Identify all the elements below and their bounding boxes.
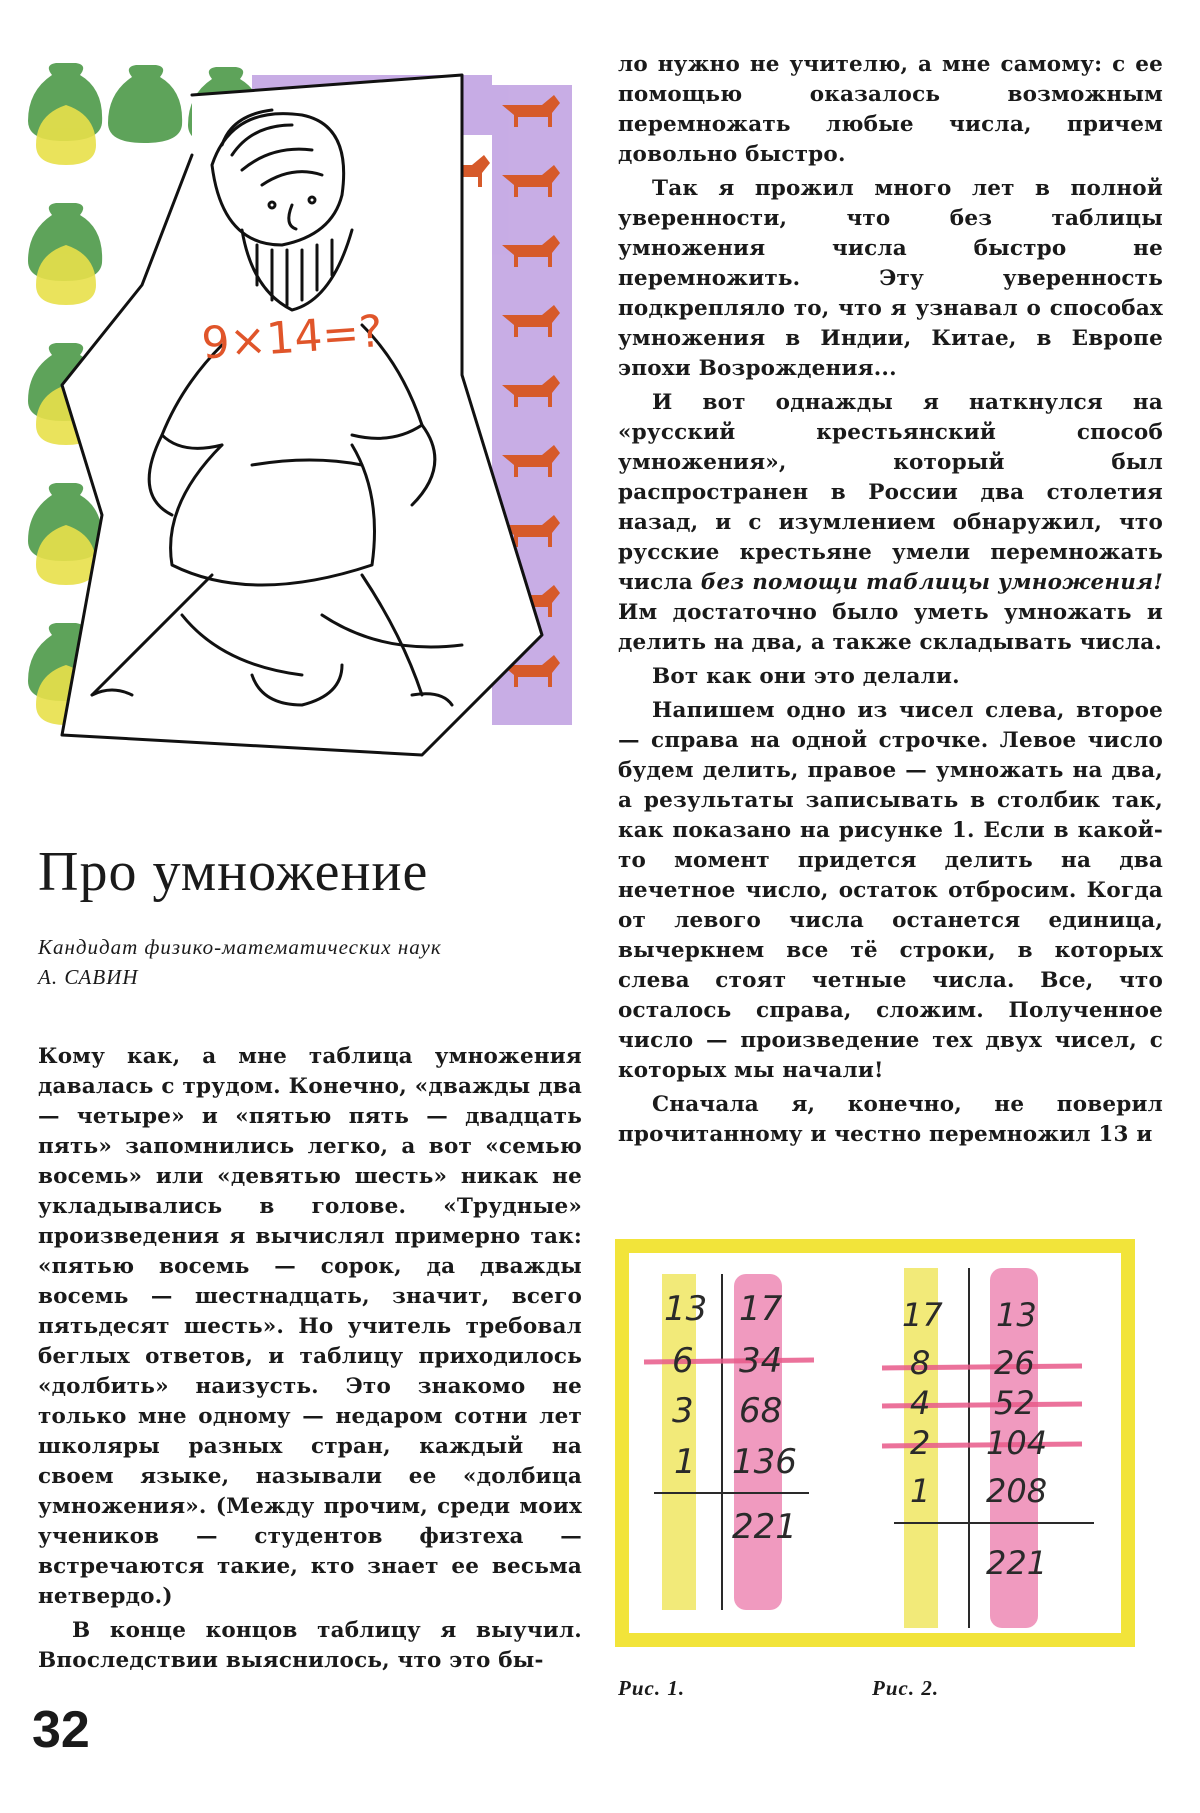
fig1-right-value: 136	[732, 1442, 797, 1482]
figure-1-caption: Рис. 1.	[618, 1676, 686, 1700]
fig1-right-value: 68	[739, 1391, 783, 1431]
fig1-left-value: 13	[664, 1289, 708, 1329]
fig2-left-value: 4	[910, 1384, 931, 1422]
paragraph-text: И вот однажды я наткнулся на «русский крестьянский способ умножения», который был распространен в России два столетия назад, и с изумлением обнаружил, что русские крестьяне умели перемножать числа	[618, 390, 1163, 595]
fig1-left-value: 3	[672, 1391, 694, 1431]
emphasis-text: без помощи таблицы умножения!	[700, 570, 1163, 595]
page-number: 32	[32, 1701, 90, 1759]
fig2-left-value: 2	[910, 1424, 931, 1462]
fig2-left-value: 17	[902, 1296, 943, 1334]
fig1-left-value: 1	[674, 1442, 696, 1482]
multiplication-figures	[614, 1238, 1136, 1648]
paragraph	[618, 388, 1163, 658]
fig2-sum: 221	[986, 1544, 1048, 1582]
left-column-text	[38, 1042, 582, 1676]
paragraph: Вот как они это делали.	[652, 664, 960, 689]
fig2-right-value: 104	[986, 1424, 1048, 1462]
paragraph: Напишем одно из чисел слева, второе — справа на одной строчке. Левое число будем делить, правое — умножать на два, а результаты записывать в столбик так, как показано на рисунке 1. Если в какой-то момент придется делить на два нечетное число, остаток отбросим. Когда от левого числа останется единица, вычеркнем все тё строки, в которых слева стоят четные числа. Все, что осталось справа, сложим. Полученное число — произведение тех двух чисел, с которых мы начали!	[618, 698, 1163, 1083]
paragraph: Сначала я, конечно, не поверил прочитанному и честно перемножил 13 и	[618, 1092, 1163, 1147]
author-credentials: Кандидат физико-математических наук	[38, 935, 442, 959]
paragraph: ло нужно не учителю, а мне самому: с ее помощью оказалось возможным перемножать любые числа, причем довольно быстро.	[618, 52, 1163, 167]
paragraph-text: Им достаточно было уметь умножать и делить на два, а также складывать числа.	[618, 600, 1163, 655]
fig1-right-value: 17	[739, 1289, 783, 1329]
fig2-right-value: 13	[996, 1296, 1037, 1334]
author-block	[38, 932, 442, 992]
right-column-text	[618, 50, 1163, 1150]
fig2-left-value: 8	[910, 1344, 931, 1382]
paragraph: Кому как, а мне таблица умножения давалась с трудом. Конечно, «дважды два — четыре» и «пятью пять — двадцать пять» запомнились легко, а вот «семью восемь» или «девятью шесть» никак не укладывались в голове. «Трудные» произведения я вычислял примерно так: «пятью восемь — сорок, да дважды восемь — шестнадцать, значит, всего пятьдесят шесть». Но учитель требовал беглых ответов, и таблицу приходилось «долбить» наизусть. Это знакомо не только мне одному — недаром сотни лет школяры разных стран, каждый на своем языке, называли ее «долбица умножения». (Между прочим, среди моих учеников — студентов физтеха — встречаются такие, кто знает ее весьма нетвердо.)	[38, 1044, 582, 1609]
illustration-peasant-multiplying	[22, 55, 600, 795]
paragraph: В конце концов таблицу я выучил. Впоследствии выяснилось, что это бы-	[38, 1618, 582, 1673]
article-title: Про умножение	[38, 841, 429, 903]
fig1-right-value: 34	[739, 1341, 783, 1381]
paragraph: Так я прожил много лет в полной уверенности, что без таблицы умножения числа быстро не перемножить. Эту уверенность подкрепляло то, что я узнавал о способах умножения в Индии, Китае, в Европе эпохи Возрождения...	[618, 176, 1163, 381]
fig1-strike-line	[644, 1360, 814, 1362]
author-name: А. САВИН	[38, 965, 139, 989]
illustration-equation: 9×14=?	[199, 306, 385, 370]
fig1-sum: 221	[732, 1507, 797, 1547]
fig2-right-value: 208	[986, 1472, 1048, 1510]
fig2-right-value: 26	[994, 1344, 1035, 1382]
fig2-right-value: 52	[994, 1384, 1035, 1422]
fig1-left-value: 6	[672, 1341, 694, 1381]
fig2-left-value: 1	[910, 1472, 931, 1510]
figure-2-caption: Рис. 2.	[872, 1676, 940, 1700]
